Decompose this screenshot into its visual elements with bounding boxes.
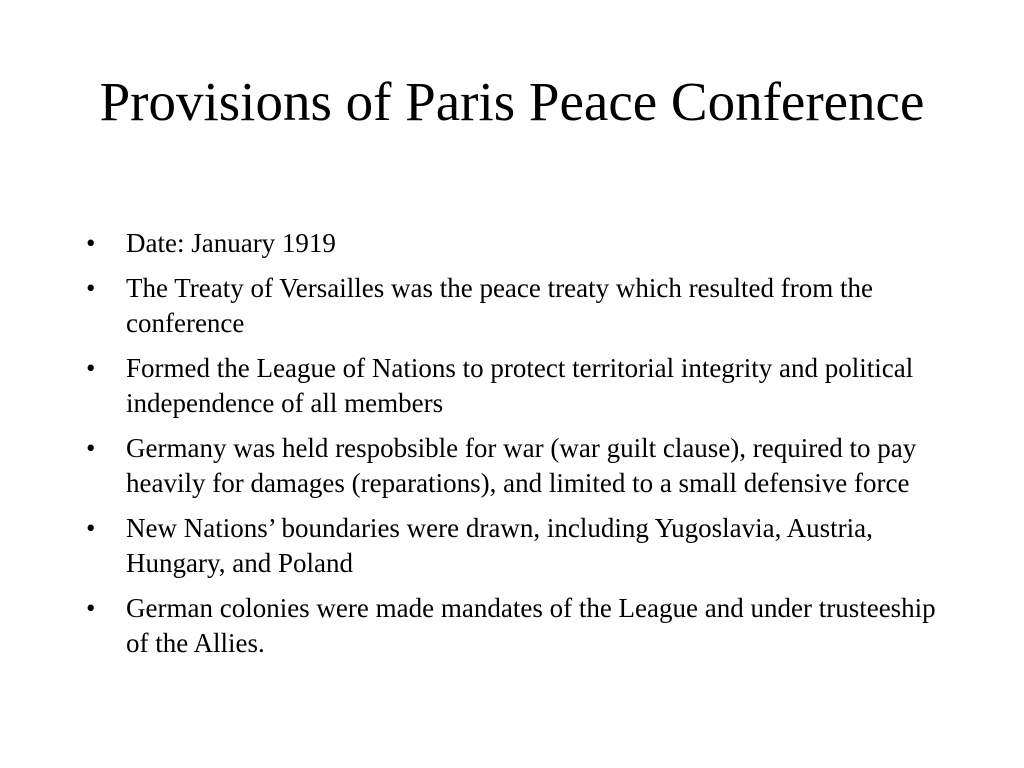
bullet-icon: •: [86, 353, 96, 383]
bullet-item: [86, 226, 936, 261]
bullet-text: The Treaty of Versailles was the peace treaty which resulted from the conference: [126, 273, 874, 338]
bullet-text: Date: January 1919: [126, 228, 336, 258]
bullet-icon: •: [86, 433, 96, 463]
bullet-icon: •: [86, 513, 96, 543]
bullet-text: German colonies were made mandates of the League and under trusteeship of the Allies.: [126, 593, 936, 658]
bullet-item: [86, 271, 936, 341]
bullet-item: [86, 431, 936, 501]
bullet-text: Formed the League of Nations to protect territorial integrity and political independence of all members: [126, 353, 914, 418]
bullet-list: [86, 226, 936, 671]
bullet-item: [86, 511, 936, 581]
bullet-icon: •: [86, 593, 96, 623]
bullet-text: Germany was held respobsible for war (war guilt clause), required to pay heavily for damages (reparations), and limited to a small defensive force: [126, 433, 917, 498]
slide-title: Provisions of Paris Peace Conference: [99, 71, 925, 132]
bullet-item: [86, 351, 936, 421]
bullet-item: [86, 591, 936, 661]
bullet-icon: •: [86, 228, 96, 258]
bullet-icon: •: [86, 273, 96, 303]
bullet-text: New Nations’ boundaries were drawn, including Yugoslavia, Austria, Hungary, and Poland: [126, 513, 873, 578]
